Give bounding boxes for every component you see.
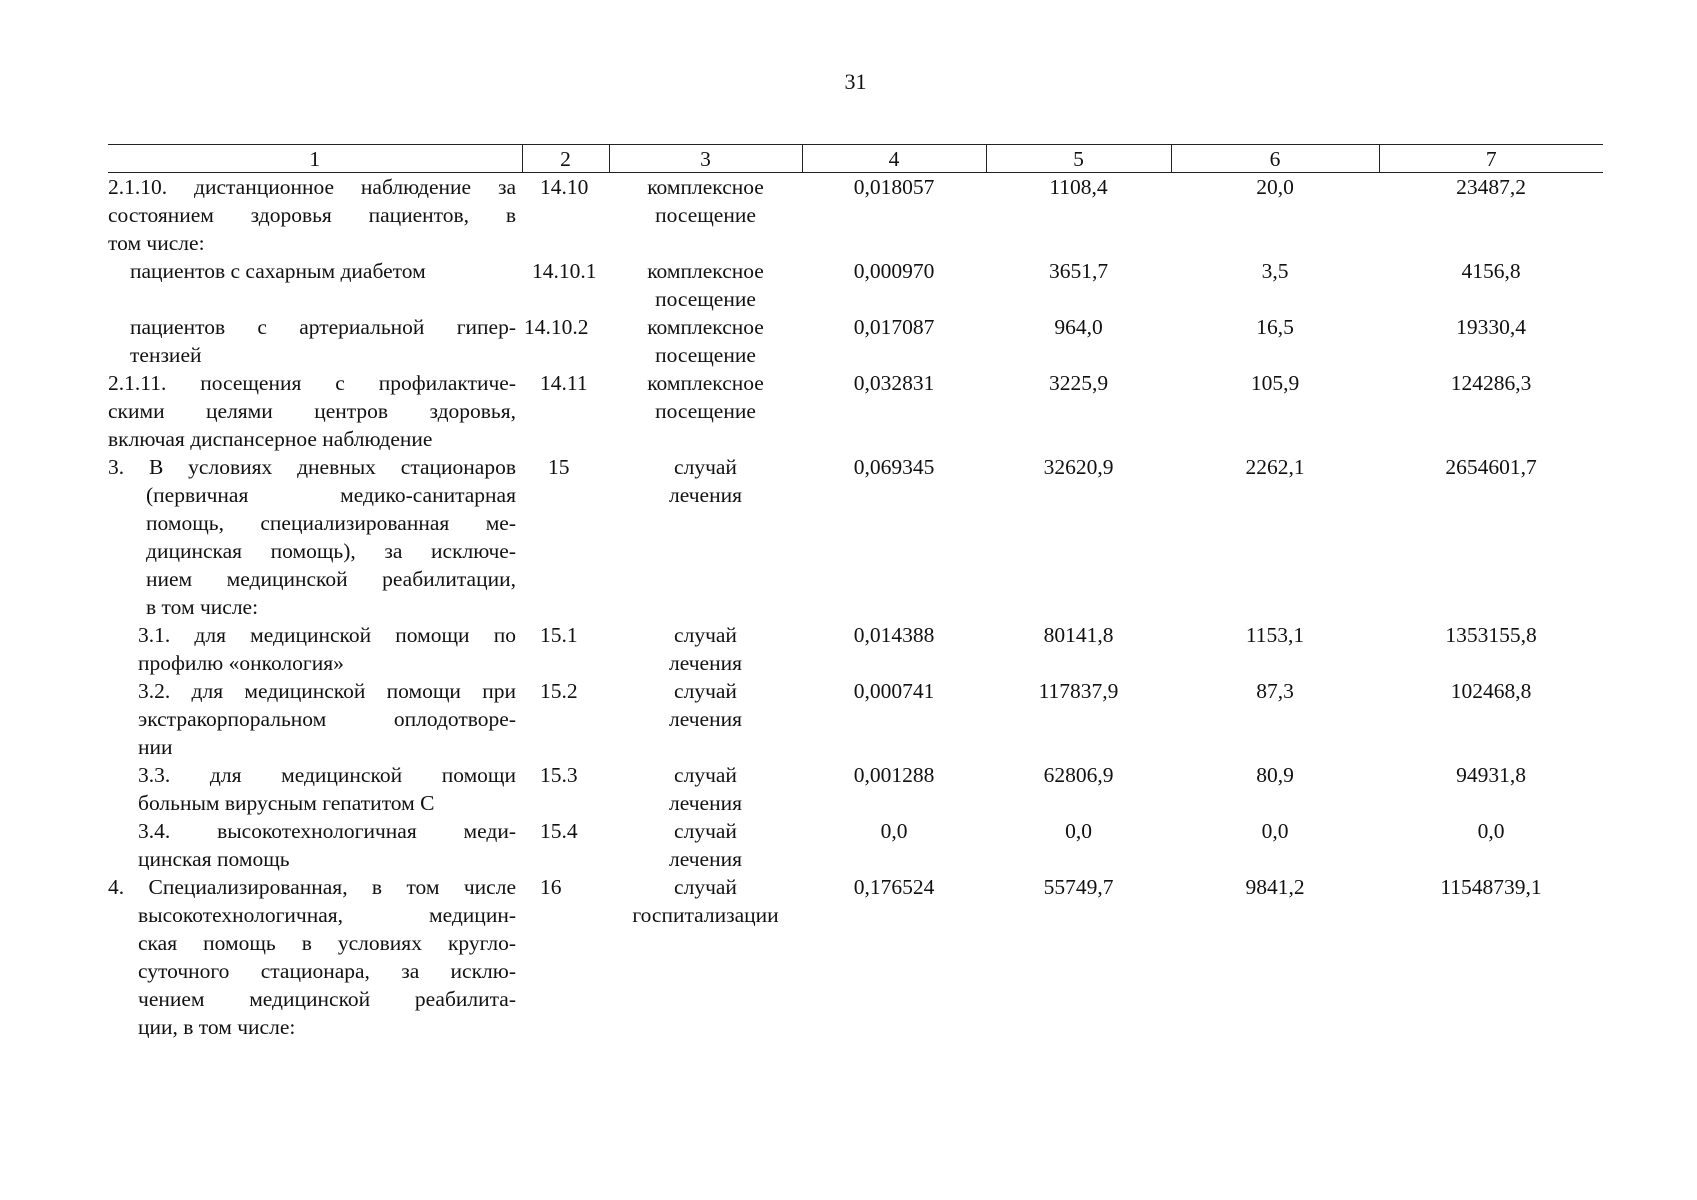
table-row xyxy=(108,453,1603,621)
column-header: 5 xyxy=(986,145,1171,173)
row-value-cell: 80141,8 xyxy=(1043,623,1114,647)
row-unit-cell xyxy=(609,257,802,313)
row-value-cell: 87,3 xyxy=(1256,679,1294,703)
row-name-line: больным вирусным гепатитом С xyxy=(138,791,435,815)
table-row xyxy=(108,873,1603,1041)
row-value-cell: 94931,8 xyxy=(1456,763,1526,787)
row-unit-cell xyxy=(609,313,802,369)
row-name-cell xyxy=(108,817,522,873)
row-name-cell xyxy=(108,621,522,677)
row-value-cell: 0,0 xyxy=(1477,819,1505,843)
row-code-cell: 15.4 xyxy=(540,819,578,843)
row-code-cell: 15.3 xyxy=(540,763,578,787)
row-name-line: высокотехнологичная, медицин- xyxy=(138,903,516,927)
row-unit-cell xyxy=(609,873,802,1041)
row-code-cell: 14.11 xyxy=(540,371,588,395)
row-unit-line: лечения xyxy=(669,651,742,675)
row-unit-line: госпитализации xyxy=(632,903,779,927)
row-name-line: дицинская помощь), за исключе- xyxy=(146,539,516,563)
row-value-cell: 964,0 xyxy=(1054,315,1103,339)
row-value-cell: 0,032831 xyxy=(853,371,935,395)
row-name-line: в том числе: xyxy=(146,595,259,619)
column-header: 6 xyxy=(1171,145,1379,173)
row-name-line: 3. В условиях дневных стационаров xyxy=(108,455,516,479)
row-code-cell: 15.1 xyxy=(540,623,578,647)
row-name-cell xyxy=(108,173,522,258)
row-unit-line: случай xyxy=(674,819,737,843)
row-name-line: 4. Специализированная, в том числе xyxy=(108,875,516,899)
row-name-line: нии xyxy=(138,735,173,759)
row-unit-line: посещение xyxy=(655,203,756,227)
row-name-line: тензией xyxy=(130,343,202,367)
row-unit-line: посещение xyxy=(655,399,756,423)
column-header: 3 xyxy=(609,145,802,173)
row-value-cell: 62806,9 xyxy=(1043,763,1114,787)
row-value-cell: 11548739,1 xyxy=(1440,875,1542,899)
row-value-cell: 16,5 xyxy=(1256,315,1294,339)
row-unit-line: лечения xyxy=(669,483,742,507)
row-value-cell: 105,9 xyxy=(1250,371,1300,395)
row-value-cell: 19330,4 xyxy=(1456,315,1526,339)
row-name-cell xyxy=(108,873,522,1041)
table-row xyxy=(108,369,1603,453)
row-name-line: том числе: xyxy=(108,231,205,255)
row-unit-line: комплексное xyxy=(647,315,764,339)
row-value-cell: 0,001288 xyxy=(853,763,935,787)
row-name-line: цинская помощь xyxy=(138,847,290,871)
row-name-cell xyxy=(108,313,522,369)
row-unit-line: комплексное xyxy=(647,259,764,283)
row-code-cell: 14.10.2 xyxy=(524,315,589,339)
page-number: 31 xyxy=(844,69,867,94)
row-name-line: ции, в том числе: xyxy=(138,1015,296,1039)
column-header: 7 xyxy=(1379,145,1603,173)
row-value-cell: 117837,9 xyxy=(1038,679,1119,703)
row-name-line: чением медицинской реабилита- xyxy=(138,987,516,1011)
row-name-line: включая диспансерное наблюдение xyxy=(108,427,433,451)
row-unit-line: лечения xyxy=(669,707,742,731)
table-row xyxy=(108,257,1603,313)
row-unit-cell xyxy=(609,453,802,621)
table-row xyxy=(108,621,1603,677)
row-unit-line: комплексное xyxy=(647,175,764,199)
row-unit-line: посещение xyxy=(655,287,756,311)
row-unit-cell xyxy=(609,369,802,453)
row-name-line: состоянием здоровья пациентов, в xyxy=(108,203,516,227)
row-name-line: 2.1.10. дистанционное наблюдение за xyxy=(108,175,516,199)
row-unit-line: случай xyxy=(674,875,737,899)
row-name-line: нием медицинской реабилитации, xyxy=(146,567,516,591)
row-value-cell: 9841,2 xyxy=(1245,875,1305,899)
row-value-cell: 0,0 xyxy=(1261,819,1289,843)
row-value-cell: 2262,1 xyxy=(1245,455,1305,479)
row-value-cell: 102468,8 xyxy=(1450,679,1532,703)
row-name-line: ская помощь в условиях кругло- xyxy=(138,931,516,955)
row-name-line: помощь, специализированная ме- xyxy=(146,511,516,535)
row-value-cell: 1153,1 xyxy=(1245,623,1305,647)
table-row xyxy=(108,677,1603,761)
row-unit-line: случай xyxy=(674,455,737,479)
row-value-cell: 124286,3 xyxy=(1450,371,1532,395)
row-value-cell: 0,0 xyxy=(1065,819,1092,843)
row-value-cell: 20,0 xyxy=(1256,175,1294,199)
row-value-cell: 4156,8 xyxy=(1461,259,1521,283)
row-value-cell: 23487,2 xyxy=(1456,175,1526,199)
row-name-line: пациентов с артериальной гипер- xyxy=(130,315,516,339)
row-value-cell: 0,000741 xyxy=(853,679,935,703)
row-name-line: экстракорпоральном оплодотворе- xyxy=(138,707,516,731)
row-name-line: пациентов с сахарным диабетом xyxy=(130,259,426,283)
column-header: 1 xyxy=(108,145,522,173)
row-code-cell: 15.2 xyxy=(540,679,578,703)
row-unit-line: случай xyxy=(674,679,737,703)
row-name-cell xyxy=(108,453,522,621)
row-unit-cell xyxy=(609,761,802,817)
row-name-line: скими целями центров здоровья, xyxy=(108,399,516,423)
row-value-cell: 55749,7 xyxy=(1043,875,1114,899)
row-code-cell: 16 xyxy=(540,875,562,899)
row-value-cell: 32620,9 xyxy=(1043,455,1114,479)
row-value-cell: 0,176524 xyxy=(853,875,935,899)
row-value-cell: 0,000970 xyxy=(853,259,935,283)
row-unit-cell xyxy=(609,817,802,873)
row-unit-line: лечения xyxy=(669,847,742,871)
row-value-cell: 0,017087 xyxy=(853,315,935,339)
table-row xyxy=(108,817,1603,873)
row-value-cell: 2654601,7 xyxy=(1445,455,1537,479)
row-value-cell: 1108,4 xyxy=(1049,175,1108,199)
row-value-cell: 3651,7 xyxy=(1048,259,1109,283)
row-unit-line: лечения xyxy=(669,791,742,815)
row-name-line: (первичная медико-санитарная xyxy=(146,483,516,507)
row-value-cell: 0,018057 xyxy=(853,175,935,199)
column-header: 2 xyxy=(522,145,609,173)
row-value-cell: 0,014388 xyxy=(853,623,935,647)
row-unit-cell xyxy=(609,621,802,677)
row-name-cell xyxy=(108,761,522,817)
row-unit-line: комплексное xyxy=(647,371,764,395)
row-value-cell: 3,5 xyxy=(1261,259,1289,283)
row-unit-line: случай xyxy=(674,763,737,787)
row-name-line: профилю «онкология» xyxy=(138,651,344,675)
row-name-line: 3.3. для медицинской помощи xyxy=(138,763,516,787)
row-value-cell: 1353155,8 xyxy=(1445,623,1537,647)
table-row xyxy=(108,173,1603,258)
column-header: 4 xyxy=(802,145,986,173)
row-unit-cell xyxy=(609,173,802,258)
header-row xyxy=(108,145,1603,173)
row-value-cell: 3225,9 xyxy=(1048,371,1109,395)
row-code-cell: 15 xyxy=(548,455,570,479)
row-name-line: суточного стационара, за исклю- xyxy=(138,959,516,983)
row-name-line: 3.4. высокотехнологичная меди- xyxy=(138,819,516,843)
data-table xyxy=(108,144,1603,1041)
table-row xyxy=(108,313,1603,369)
row-unit-line: посещение xyxy=(655,343,756,367)
row-unit-cell xyxy=(609,677,802,761)
row-value-cell: 80,9 xyxy=(1256,763,1294,787)
row-name-cell xyxy=(108,677,522,761)
row-code-cell: 14.10.1 xyxy=(532,259,597,283)
row-value-cell: 0,069345 xyxy=(853,455,935,479)
row-name-line: 3.1. для медицинской помощи по xyxy=(138,623,516,647)
row-name-line: 2.1.11. посещения с профилактиче- xyxy=(108,371,516,395)
row-name-cell xyxy=(108,257,522,313)
row-value-cell: 0,0 xyxy=(880,819,908,843)
table-row xyxy=(108,761,1603,817)
row-code-cell: 14.10 xyxy=(540,175,589,199)
row-name-cell xyxy=(108,369,522,453)
row-unit-line: случай xyxy=(674,623,737,647)
row-name-line: 3.2. для медицинской помощи при xyxy=(138,679,516,703)
